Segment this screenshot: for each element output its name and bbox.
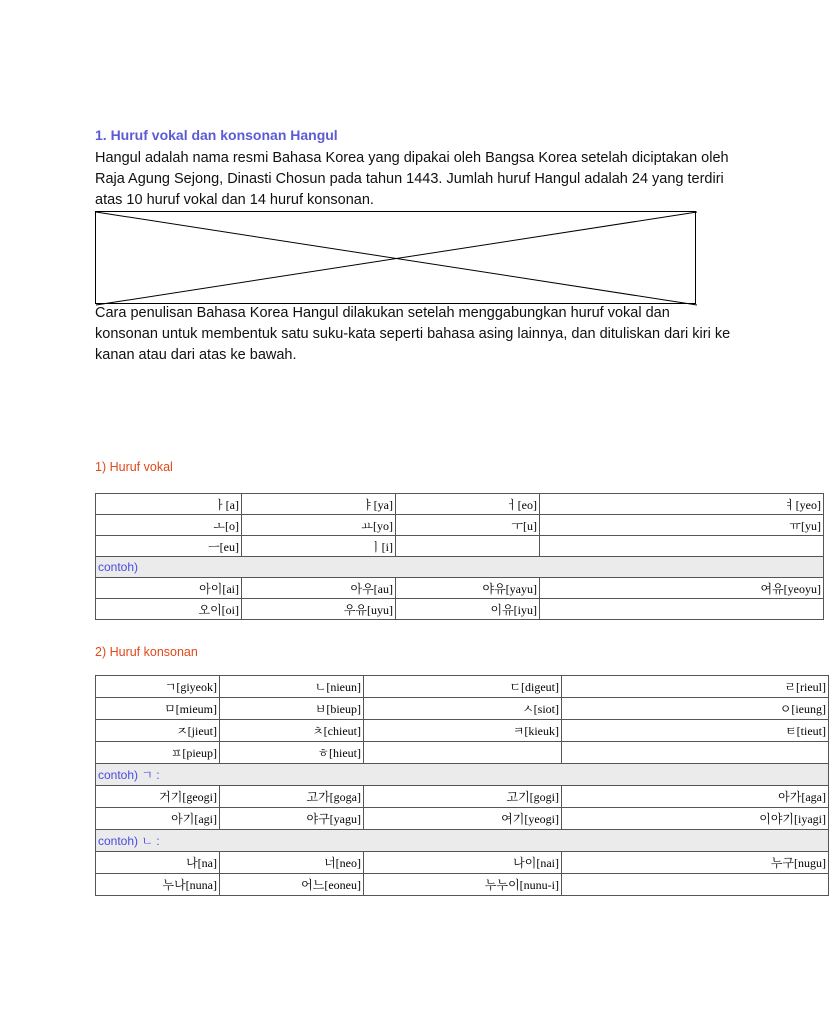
table-cell: ㅇ[ieung]	[562, 698, 829, 720]
table-cell: 아기[agi]	[96, 808, 220, 830]
table-cell: ㅠ[yu]	[540, 515, 824, 536]
table-row	[96, 742, 829, 764]
table-row	[96, 494, 824, 515]
table-cell: ㄴ[nieun]	[220, 676, 364, 698]
writing-paragraph: Cara penulisan Bahasa Korea Hangul dilakukan setelah menggabungkan huruf vokal dan konsonan untuk membentuk satu suku-kata seperti bahasa asing lainnya, dan dituliskan dari kiri ke kanan atau dari atas ke bawah.	[95, 305, 731, 363]
table-cell	[396, 536, 540, 557]
table-cell: ㅊ[chieut]	[220, 720, 364, 742]
vokal-table-container	[95, 493, 821, 620]
image-placeholder	[95, 211, 696, 304]
table-cell	[540, 536, 824, 557]
contoh-row	[96, 764, 829, 786]
table-row	[96, 698, 829, 720]
table-cell: 누나[nuna]	[96, 874, 220, 896]
table-cell: ㅜ[u]	[396, 515, 540, 536]
intro-paragraph: Hangul adalah nama resmi Bahasa Korea yang dipakai oleh Bangsa Korea setelah diciptakan oleh Raja Agung Sejong, Dinasti Chosun pada tahun 1443. Jumlah huruf Hangul adalah 24 yang terdiri atas 10 huruf vokal dan 14 huruf konsonan.	[95, 150, 729, 208]
konsonan-table	[95, 675, 829, 896]
table-row	[96, 786, 829, 808]
table-cell: 고가[goga]	[220, 786, 364, 808]
table-cell: ㅂ[bieup]	[220, 698, 364, 720]
table-row	[96, 515, 824, 536]
contoh-label: contoh) ㄱ :	[96, 764, 829, 786]
table-cell: 어느[eoneu]	[220, 874, 364, 896]
konsonan-table-container	[95, 675, 826, 896]
table-cell: 나이[nai]	[364, 852, 562, 874]
table-cell: 이야기[iyagi]	[562, 808, 829, 830]
table-cell: ㅎ[hieut]	[220, 742, 364, 764]
table-cell: ㅋ[kieuk]	[364, 720, 562, 742]
table-row	[96, 808, 829, 830]
contoh-label: contoh)	[96, 557, 824, 578]
table-row	[96, 676, 829, 698]
broken-image-icon	[96, 212, 697, 305]
table-cell	[562, 874, 829, 896]
table-cell: ㄹ[rieul]	[562, 676, 829, 698]
table-cell: ㅛ[yo]	[242, 515, 396, 536]
table-cell: 이유[iyu]	[396, 599, 540, 620]
table-cell: 아가[aga]	[562, 786, 829, 808]
table-cell: ㅁ[mieum]	[96, 698, 220, 720]
table-cell: 거기[geogi]	[96, 786, 220, 808]
table-row	[96, 578, 824, 599]
table-cell: ㅣ[i]	[242, 536, 396, 557]
table-cell: ㅅ[siot]	[364, 698, 562, 720]
table-cell: ㅕ[yeo]	[540, 494, 824, 515]
table-cell: 오이[oi]	[96, 599, 242, 620]
table-cell: ㅑ[ya]	[242, 494, 396, 515]
contoh-label: contoh) ㄴ :	[96, 830, 829, 852]
table-cell: 누누이[nunu-i]	[364, 874, 562, 896]
table-cell: ㅓ[eo]	[396, 494, 540, 515]
table-cell: 여유[yeoyu]	[540, 578, 824, 599]
table-cell: 고기[gogi]	[364, 786, 562, 808]
table-cell: 야유[yayu]	[396, 578, 540, 599]
table-cell: 야구[yagu]	[220, 808, 364, 830]
contoh-row	[96, 830, 829, 852]
table-cell: 여기[yeogi]	[364, 808, 562, 830]
table-cell: ㅍ[pieup]	[96, 742, 220, 764]
table-cell: ㅈ[jieut]	[96, 720, 220, 742]
table-row	[96, 852, 829, 874]
table-cell: 아이[ai]	[96, 578, 242, 599]
table-cell: 아우[au]	[242, 578, 396, 599]
konsonan-heading: 2) Huruf konsonan	[95, 645, 198, 659]
section-heading: 1. Huruf vokal dan konsonan Hangul	[95, 127, 338, 143]
vokal-heading: 1) Huruf vokal	[95, 460, 173, 474]
table-row	[96, 874, 829, 896]
table-cell	[364, 742, 562, 764]
table-cell: ㄱ[giyeok]	[96, 676, 220, 698]
table-cell	[540, 599, 824, 620]
table-cell: ㄷ[digeut]	[364, 676, 562, 698]
vokal-table	[95, 493, 824, 620]
table-row	[96, 536, 824, 557]
table-cell	[562, 742, 829, 764]
table-cell: ㅗ[o]	[96, 515, 242, 536]
table-cell: 너[neo]	[220, 852, 364, 874]
table-cell: ㅌ[tieut]	[562, 720, 829, 742]
contoh-row	[96, 557, 824, 578]
table-cell: ㅡ[eu]	[96, 536, 242, 557]
table-cell: 우유[uyu]	[242, 599, 396, 620]
table-row	[96, 720, 829, 742]
table-cell: 누구[nugu]	[562, 852, 829, 874]
table-cell: ㅏ[a]	[96, 494, 242, 515]
table-row	[96, 599, 824, 620]
table-cell: 나[na]	[96, 852, 220, 874]
